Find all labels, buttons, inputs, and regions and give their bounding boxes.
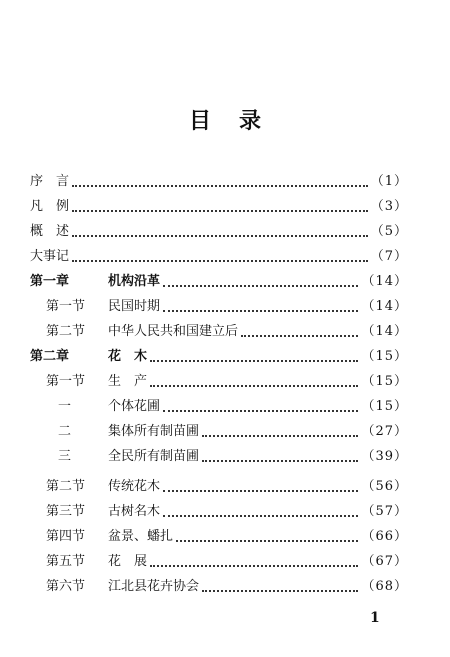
toc-leader-dots: [163, 489, 358, 492]
toc-label: 概 述: [30, 224, 70, 239]
toc-subsection-entry[interactable]: [58, 397, 408, 417]
toc-title: 中华人民共和国建立后: [108, 324, 239, 339]
toc-label: 第一节: [46, 374, 86, 389]
toc-label: 凡 例: [30, 199, 70, 214]
toc-page: （67）: [361, 554, 408, 569]
toc-page: （15）: [361, 349, 408, 364]
toc-page: （14）: [361, 299, 408, 314]
toc-label: 一: [58, 399, 72, 414]
toc-leader-dots: [202, 434, 358, 437]
toc-section-entry[interactable]: [46, 477, 408, 497]
toc-entry[interactable]: [30, 222, 408, 242]
toc-title: 民国时期: [108, 299, 161, 314]
toc-title: 生 产: [108, 374, 148, 389]
toc-title: 盆景、蟠扎: [108, 529, 174, 544]
toc-label: 序 言: [30, 174, 70, 189]
toc-page: （15）: [361, 399, 408, 414]
toc-section-entry[interactable]: [46, 577, 408, 597]
toc-section-entry[interactable]: [46, 372, 408, 392]
toc-page: （68）: [361, 579, 408, 594]
toc-leader-dots: [72, 209, 368, 212]
toc-page: （14）: [361, 274, 408, 289]
toc-page: （57）: [361, 504, 408, 519]
toc-section-entry[interactable]: [46, 502, 408, 522]
toc-page: （66）: [361, 529, 408, 544]
toc-label: 第一节: [46, 299, 86, 314]
toc-leader-dots: [163, 409, 358, 412]
toc-leader-dots: [150, 384, 358, 387]
toc-page: （27）: [361, 424, 408, 439]
toc-page: （14）: [361, 324, 408, 339]
toc-title: 传统花木: [108, 479, 161, 494]
toc-label: 第五节: [46, 554, 86, 569]
toc-chapter-entry[interactable]: [30, 272, 408, 292]
toc-label: 第一章: [30, 274, 70, 289]
toc-leader-dots: [150, 359, 358, 362]
toc-page: （1）: [370, 174, 408, 189]
toc-section-entry[interactable]: [46, 322, 408, 342]
toc-page: （39）: [361, 449, 408, 464]
toc-page: （3）: [370, 199, 408, 214]
toc-leader-dots: [72, 234, 368, 237]
toc-page: （7）: [370, 249, 408, 264]
toc-title: 机构沿革: [108, 274, 161, 289]
toc-title: 花 展: [108, 554, 148, 569]
toc-leader-dots: [202, 589, 358, 592]
toc-subsection-entry[interactable]: [58, 447, 408, 467]
toc-chapter-entry[interactable]: [30, 347, 408, 367]
toc-label: 第四节: [46, 529, 86, 544]
toc-entry[interactable]: [30, 172, 408, 192]
toc-title: 花 木: [108, 349, 148, 364]
toc-leader-dots: [241, 334, 358, 337]
toc-label: 第二节: [46, 324, 86, 339]
toc-leader-dots: [202, 459, 358, 462]
toc-title: 个体花圃: [108, 399, 161, 414]
toc-leader-dots: [163, 309, 358, 312]
toc-entry[interactable]: [30, 197, 408, 217]
toc-title: 古树名木: [108, 504, 161, 519]
page-number: 1: [370, 610, 380, 626]
toc-label: 大事记: [30, 249, 70, 264]
toc-section-entry[interactable]: [46, 552, 408, 572]
toc-label: 第三节: [46, 504, 86, 519]
toc-leader-dots: [163, 284, 358, 287]
toc-leader-dots: [150, 564, 358, 567]
toc-leader-dots: [176, 539, 358, 542]
toc-leader-dots: [163, 514, 358, 517]
toc-section-entry[interactable]: [46, 527, 408, 547]
toc-label: 第六节: [46, 579, 86, 594]
toc-subsection-entry[interactable]: [58, 422, 408, 442]
toc-title: 江北县花卉协会: [108, 579, 200, 594]
toc-label: 第二节: [46, 479, 86, 494]
toc-title: 全民所有制苗圃: [108, 449, 200, 464]
toc-label: 三: [58, 449, 72, 464]
toc-title: 集体所有制苗圃: [108, 424, 200, 439]
toc-page: （56）: [361, 479, 408, 494]
toc-label: 二: [58, 424, 72, 439]
toc-leader-dots: [72, 259, 368, 262]
toc-leader-dots: [72, 184, 368, 187]
toc-entry[interactable]: [30, 247, 408, 267]
page-title: 目录: [188, 108, 289, 134]
toc-label: 第二章: [30, 349, 70, 364]
toc-page: （15）: [361, 374, 408, 389]
toc-page: （5）: [370, 224, 408, 239]
toc-section-entry[interactable]: [46, 297, 408, 317]
